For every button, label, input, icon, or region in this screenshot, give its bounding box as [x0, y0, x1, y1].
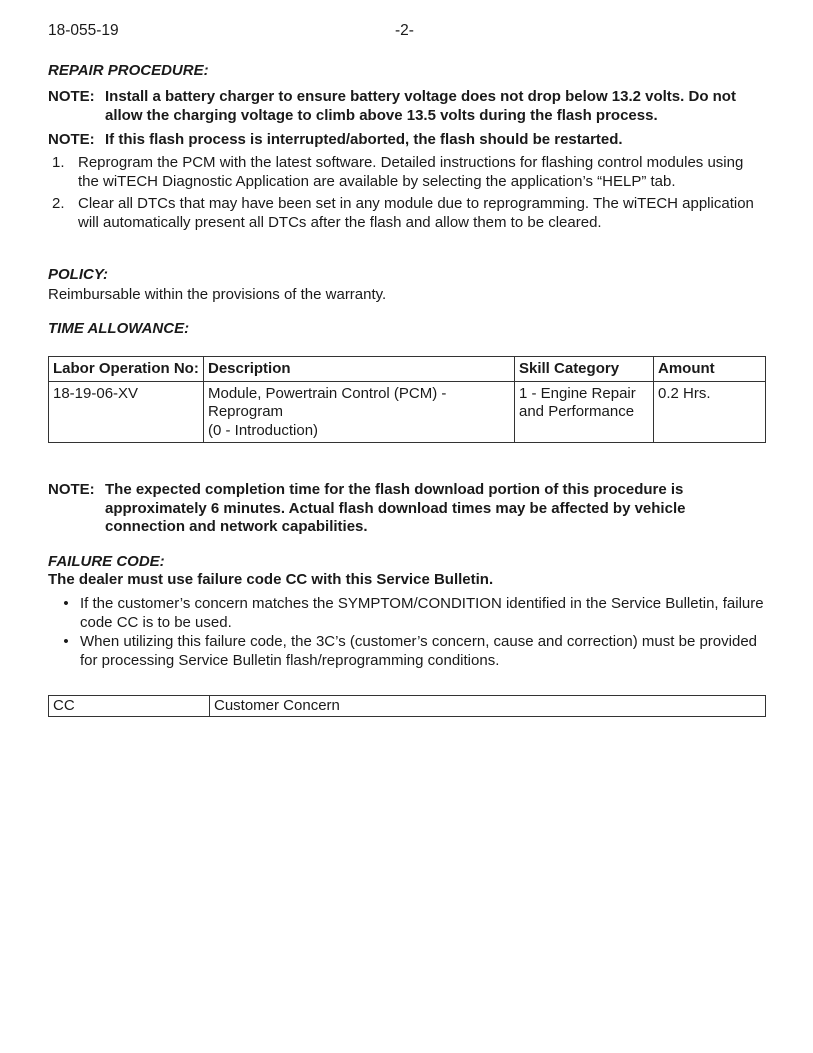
step-text: Clear all DTCs that may have been set in any module due to reprogramming. The wiTECH application will automatically present all DTCs after the flash and allow them to be cleared. [78, 195, 754, 231]
failure-code-table [48, 695, 766, 717]
failure-code-cell: CC [49, 696, 210, 717]
table-row [49, 381, 766, 443]
table-header-row [49, 357, 766, 382]
note-completion-time [48, 481, 766, 537]
bullet-icon: • [63, 633, 69, 650]
policy-heading: POLICY: [48, 266, 109, 283]
doc-number: 18-055-19 [48, 22, 119, 39]
failure-code-bullets [48, 595, 766, 670]
note-battery [48, 88, 766, 125]
step-text: Reprogram the PCM with the latest software. Detailed instructions for flashing control modules using the wiTECH Diagnostic Application are available by selecting the application’s “HELP” tab. [78, 154, 744, 190]
amount-cell: 0.2 Hrs. [654, 381, 766, 443]
step-item [48, 195, 766, 232]
bullet-text: If the customer’s concern matches the SYMPTOM/CONDITION identified in the Service Bulletin, failure code CC is to be used. [80, 595, 764, 631]
column-header: Description [204, 357, 515, 382]
list-item [48, 595, 766, 632]
failure-code-heading: FAILURE CODE: [48, 553, 165, 570]
note-label: NOTE: [48, 481, 95, 498]
failure-code-description-cell: Customer Concern [210, 696, 766, 717]
column-header: Labor Operation No: [49, 357, 204, 382]
column-header: Amount [654, 357, 766, 382]
note-text: The expected completion time for the flash download portion of this procedure is approximately 6 minutes. Actual flash download times may be affected by vehicle connection and network capabilities. [105, 481, 686, 535]
list-item [48, 633, 766, 670]
page-number: -2- [395, 22, 414, 39]
step-number: 2. [52, 195, 65, 212]
skill-category-cell: 1 - Engine Repair and Performance [515, 381, 654, 443]
description-cell: Module, Powertrain Control (PCM) - Reprogram (0 - Introduction) [204, 381, 515, 443]
note-label: NOTE: [48, 88, 95, 105]
step-item [48, 154, 766, 191]
failure-code-subheading: The dealer must use failure code CC with this Service Bulletin. [48, 571, 494, 588]
repair-heading: REPAIR PROCEDURE: [48, 62, 209, 79]
time-allowance-heading: TIME ALLOWANCE: [48, 320, 190, 337]
labor-op-cell: 18-19-06-XV [49, 381, 204, 443]
note-label: NOTE: [48, 131, 95, 148]
step-number: 1. [52, 154, 65, 171]
repair-steps [48, 154, 766, 232]
column-header: Skill Category [515, 357, 654, 382]
table-row [49, 696, 766, 717]
bullet-text: When utilizing this failure code, the 3C’s (customer’s concern, cause and correction) must be provided for processing Service Bulletin flash/reprogramming conditions. [80, 633, 757, 669]
bullet-icon: • [63, 595, 69, 612]
note-interrupt [48, 131, 766, 150]
policy-text: Reimbursable within the provisions of the warranty. [48, 286, 387, 303]
time-allowance-table [48, 356, 766, 443]
note-text: If this flash process is interrupted/aborted, the flash should be restarted. [105, 131, 623, 148]
note-text: Install a battery charger to ensure battery voltage does not drop below 13.2 volts. Do not allow the charging voltage to climb above 13.5 volts during the flash process. [105, 88, 736, 124]
